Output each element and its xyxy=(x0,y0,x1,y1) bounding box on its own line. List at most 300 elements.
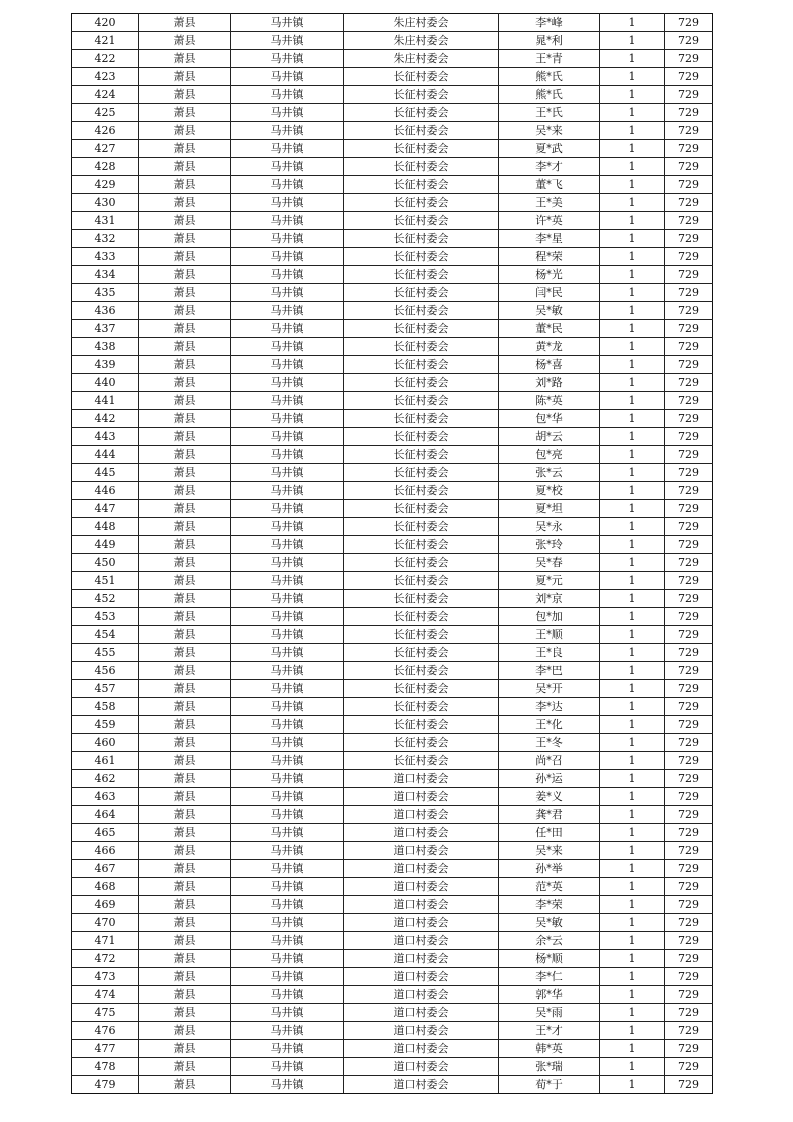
town-cell: 马井镇 xyxy=(231,806,344,824)
town-cell: 马井镇 xyxy=(231,122,344,140)
row-number-cell: 431 xyxy=(72,212,139,230)
town-cell: 马井镇 xyxy=(231,302,344,320)
town-cell: 马井镇 xyxy=(231,590,344,608)
count-cell: 1 xyxy=(600,464,665,482)
town-cell: 马井镇 xyxy=(231,446,344,464)
county-cell: 萧县 xyxy=(139,194,231,212)
village-committee-cell: 道口村委会 xyxy=(344,824,499,842)
village-committee-cell: 长征村委会 xyxy=(344,590,499,608)
village-committee-cell: 道口村委会 xyxy=(344,860,499,878)
name-cell: 刘*路 xyxy=(499,374,600,392)
name-cell: 包*亮 xyxy=(499,446,600,464)
county-cell: 萧县 xyxy=(139,86,231,104)
town-cell: 马井镇 xyxy=(231,500,344,518)
row-number-cell: 437 xyxy=(72,320,139,338)
row-number-cell: 476 xyxy=(72,1022,139,1040)
amount-cell: 729 xyxy=(665,824,713,842)
count-cell: 1 xyxy=(600,410,665,428)
village-committee-cell: 长征村委会 xyxy=(344,464,499,482)
village-committee-cell: 长征村委会 xyxy=(344,338,499,356)
village-committee-cell: 长征村委会 xyxy=(344,356,499,374)
row-number-cell: 439 xyxy=(72,356,139,374)
row-number-cell: 433 xyxy=(72,248,139,266)
count-cell: 1 xyxy=(600,1058,665,1076)
name-cell: 王*美 xyxy=(499,194,600,212)
count-cell: 1 xyxy=(600,122,665,140)
row-number-cell: 440 xyxy=(72,374,139,392)
amount-cell: 729 xyxy=(665,122,713,140)
table-row xyxy=(72,248,713,266)
table-row xyxy=(72,662,713,680)
county-cell: 萧县 xyxy=(139,518,231,536)
amount-cell: 729 xyxy=(665,500,713,518)
village-committee-cell: 长征村委会 xyxy=(344,248,499,266)
count-cell: 1 xyxy=(600,806,665,824)
name-cell: 晁*利 xyxy=(499,32,600,50)
town-cell: 马井镇 xyxy=(231,482,344,500)
count-cell: 1 xyxy=(600,626,665,644)
table-row xyxy=(72,428,713,446)
count-cell: 1 xyxy=(600,932,665,950)
village-committee-cell: 朱庄村委会 xyxy=(344,32,499,50)
table-row xyxy=(72,698,713,716)
amount-cell: 729 xyxy=(665,680,713,698)
town-cell: 马井镇 xyxy=(231,1004,344,1022)
count-cell: 1 xyxy=(600,968,665,986)
amount-cell: 729 xyxy=(665,212,713,230)
amount-cell: 729 xyxy=(665,986,713,1004)
table-row xyxy=(72,554,713,572)
row-number-cell: 472 xyxy=(72,950,139,968)
name-cell: 王*青 xyxy=(499,50,600,68)
county-cell: 萧县 xyxy=(139,338,231,356)
town-cell: 马井镇 xyxy=(231,68,344,86)
row-number-cell: 448 xyxy=(72,518,139,536)
table-row xyxy=(72,410,713,428)
table-row xyxy=(72,356,713,374)
table-row xyxy=(72,626,713,644)
town-cell: 马井镇 xyxy=(231,878,344,896)
village-committee-cell: 长征村委会 xyxy=(344,518,499,536)
town-cell: 马井镇 xyxy=(231,50,344,68)
amount-cell: 729 xyxy=(665,698,713,716)
name-cell: 吴*春 xyxy=(499,554,600,572)
town-cell: 马井镇 xyxy=(231,842,344,860)
county-cell: 萧县 xyxy=(139,842,231,860)
village-committee-cell: 道口村委会 xyxy=(344,788,499,806)
name-cell: 吴*雨 xyxy=(499,1004,600,1022)
table-row xyxy=(72,572,713,590)
table-row xyxy=(72,32,713,50)
name-cell: 姜*义 xyxy=(499,788,600,806)
village-committee-cell: 长征村委会 xyxy=(344,374,499,392)
village-committee-cell: 长征村委会 xyxy=(344,572,499,590)
count-cell: 1 xyxy=(600,266,665,284)
count-cell: 1 xyxy=(600,230,665,248)
county-cell: 萧县 xyxy=(139,554,231,572)
village-committee-cell: 道口村委会 xyxy=(344,950,499,968)
table-row xyxy=(72,770,713,788)
amount-cell: 729 xyxy=(665,518,713,536)
village-committee-cell: 长征村委会 xyxy=(344,140,499,158)
county-cell: 萧县 xyxy=(139,806,231,824)
town-cell: 马井镇 xyxy=(231,230,344,248)
count-cell: 1 xyxy=(600,860,665,878)
row-number-cell: 435 xyxy=(72,284,139,302)
count-cell: 1 xyxy=(600,644,665,662)
table-row xyxy=(72,266,713,284)
count-cell: 1 xyxy=(600,158,665,176)
amount-cell: 729 xyxy=(665,140,713,158)
town-cell: 马井镇 xyxy=(231,932,344,950)
count-cell: 1 xyxy=(600,140,665,158)
amount-cell: 729 xyxy=(665,482,713,500)
village-committee-cell: 长征村委会 xyxy=(344,68,499,86)
county-cell: 萧县 xyxy=(139,14,231,32)
row-number-cell: 459 xyxy=(72,716,139,734)
town-cell: 马井镇 xyxy=(231,662,344,680)
count-cell: 1 xyxy=(600,14,665,32)
village-committee-cell: 朱庄村委会 xyxy=(344,50,499,68)
county-cell: 萧县 xyxy=(139,788,231,806)
county-cell: 萧县 xyxy=(139,212,231,230)
county-cell: 萧县 xyxy=(139,374,231,392)
row-number-cell: 473 xyxy=(72,968,139,986)
count-cell: 1 xyxy=(600,1022,665,1040)
village-committee-cell: 道口村委会 xyxy=(344,986,499,1004)
amount-cell: 729 xyxy=(665,374,713,392)
row-number-cell: 464 xyxy=(72,806,139,824)
table-row xyxy=(72,176,713,194)
name-cell: 程*荣 xyxy=(499,248,600,266)
name-cell: 尚*召 xyxy=(499,752,600,770)
amount-cell: 729 xyxy=(665,50,713,68)
amount-cell: 729 xyxy=(665,572,713,590)
table-row xyxy=(72,482,713,500)
name-cell: 包*华 xyxy=(499,410,600,428)
name-cell: 王*化 xyxy=(499,716,600,734)
name-cell: 董*民 xyxy=(499,320,600,338)
name-cell: 张*玲 xyxy=(499,536,600,554)
town-cell: 马井镇 xyxy=(231,86,344,104)
county-cell: 萧县 xyxy=(139,878,231,896)
county-cell: 萧县 xyxy=(139,734,231,752)
row-number-cell: 450 xyxy=(72,554,139,572)
village-committee-cell: 长征村委会 xyxy=(344,266,499,284)
town-cell: 马井镇 xyxy=(231,572,344,590)
village-committee-cell: 道口村委会 xyxy=(344,842,499,860)
village-committee-cell: 长征村委会 xyxy=(344,320,499,338)
count-cell: 1 xyxy=(600,536,665,554)
row-number-cell: 478 xyxy=(72,1058,139,1076)
town-cell: 马井镇 xyxy=(231,698,344,716)
table-row xyxy=(72,1004,713,1022)
name-cell: 李*星 xyxy=(499,230,600,248)
count-cell: 1 xyxy=(600,320,665,338)
town-cell: 马井镇 xyxy=(231,608,344,626)
name-cell: 许*英 xyxy=(499,212,600,230)
amount-cell: 729 xyxy=(665,878,713,896)
amount-cell: 729 xyxy=(665,590,713,608)
town-cell: 马井镇 xyxy=(231,896,344,914)
count-cell: 1 xyxy=(600,1076,665,1094)
name-cell: 韩*英 xyxy=(499,1040,600,1058)
village-committee-cell: 长征村委会 xyxy=(344,536,499,554)
row-number-cell: 463 xyxy=(72,788,139,806)
amount-cell: 729 xyxy=(665,86,713,104)
name-cell: 王*顺 xyxy=(499,626,600,644)
table-row xyxy=(72,140,713,158)
row-number-cell: 466 xyxy=(72,842,139,860)
county-cell: 萧县 xyxy=(139,824,231,842)
count-cell: 1 xyxy=(600,482,665,500)
amount-cell: 729 xyxy=(665,284,713,302)
village-committee-cell: 长征村委会 xyxy=(344,284,499,302)
village-committee-cell: 长征村委会 xyxy=(344,194,499,212)
table-row xyxy=(72,122,713,140)
county-cell: 萧县 xyxy=(139,302,231,320)
table-row xyxy=(72,518,713,536)
count-cell: 1 xyxy=(600,284,665,302)
count-cell: 1 xyxy=(600,824,665,842)
row-number-cell: 422 xyxy=(72,50,139,68)
name-cell: 郭*华 xyxy=(499,986,600,1004)
row-number-cell: 425 xyxy=(72,104,139,122)
amount-cell: 729 xyxy=(665,1040,713,1058)
county-cell: 萧县 xyxy=(139,698,231,716)
row-number-cell: 475 xyxy=(72,1004,139,1022)
row-number-cell: 451 xyxy=(72,572,139,590)
count-cell: 1 xyxy=(600,914,665,932)
table-row xyxy=(72,914,713,932)
county-cell: 萧县 xyxy=(139,122,231,140)
village-committee-cell: 长征村委会 xyxy=(344,230,499,248)
town-cell: 马井镇 xyxy=(231,248,344,266)
roster-body xyxy=(72,14,713,1094)
count-cell: 1 xyxy=(600,770,665,788)
amount-cell: 729 xyxy=(665,158,713,176)
row-number-cell: 465 xyxy=(72,824,139,842)
amount-cell: 729 xyxy=(665,428,713,446)
village-committee-cell: 道口村委会 xyxy=(344,1076,499,1094)
county-cell: 萧县 xyxy=(139,1058,231,1076)
county-cell: 萧县 xyxy=(139,572,231,590)
name-cell: 黄*龙 xyxy=(499,338,600,356)
name-cell: 李*峰 xyxy=(499,14,600,32)
row-number-cell: 468 xyxy=(72,878,139,896)
town-cell: 马井镇 xyxy=(231,14,344,32)
town-cell: 马井镇 xyxy=(231,536,344,554)
amount-cell: 729 xyxy=(665,104,713,122)
row-number-cell: 452 xyxy=(72,590,139,608)
county-cell: 萧县 xyxy=(139,176,231,194)
row-number-cell: 432 xyxy=(72,230,139,248)
row-number-cell: 428 xyxy=(72,158,139,176)
roster-table xyxy=(71,13,713,1094)
count-cell: 1 xyxy=(600,950,665,968)
row-number-cell: 436 xyxy=(72,302,139,320)
town-cell: 马井镇 xyxy=(231,338,344,356)
village-committee-cell: 长征村委会 xyxy=(344,86,499,104)
table-row xyxy=(72,446,713,464)
village-committee-cell: 长征村委会 xyxy=(344,158,499,176)
row-number-cell: 427 xyxy=(72,140,139,158)
amount-cell: 729 xyxy=(665,302,713,320)
row-number-cell: 444 xyxy=(72,446,139,464)
village-committee-cell: 道口村委会 xyxy=(344,968,499,986)
county-cell: 萧县 xyxy=(139,986,231,1004)
amount-cell: 729 xyxy=(665,734,713,752)
row-number-cell: 423 xyxy=(72,68,139,86)
amount-cell: 729 xyxy=(665,860,713,878)
amount-cell: 729 xyxy=(665,626,713,644)
town-cell: 马井镇 xyxy=(231,986,344,1004)
name-cell: 夏*武 xyxy=(499,140,600,158)
table-row xyxy=(72,536,713,554)
county-cell: 萧县 xyxy=(139,770,231,788)
table-row xyxy=(72,86,713,104)
amount-cell: 729 xyxy=(665,338,713,356)
table-row xyxy=(72,212,713,230)
table-row xyxy=(72,500,713,518)
amount-cell: 729 xyxy=(665,608,713,626)
county-cell: 萧县 xyxy=(139,608,231,626)
town-cell: 马井镇 xyxy=(231,140,344,158)
village-committee-cell: 长征村委会 xyxy=(344,428,499,446)
count-cell: 1 xyxy=(600,1040,665,1058)
village-committee-cell: 道口村委会 xyxy=(344,914,499,932)
amount-cell: 729 xyxy=(665,1004,713,1022)
name-cell: 孙*举 xyxy=(499,860,600,878)
amount-cell: 729 xyxy=(665,176,713,194)
county-cell: 萧县 xyxy=(139,158,231,176)
name-cell: 龚*君 xyxy=(499,806,600,824)
name-cell: 李*达 xyxy=(499,698,600,716)
county-cell: 萧县 xyxy=(139,140,231,158)
village-committee-cell: 长征村委会 xyxy=(344,680,499,698)
count-cell: 1 xyxy=(600,518,665,536)
amount-cell: 729 xyxy=(665,896,713,914)
count-cell: 1 xyxy=(600,734,665,752)
amount-cell: 729 xyxy=(665,392,713,410)
town-cell: 马井镇 xyxy=(231,104,344,122)
table-row xyxy=(72,788,713,806)
table-row xyxy=(72,932,713,950)
table-row xyxy=(72,752,713,770)
county-cell: 萧县 xyxy=(139,860,231,878)
table-row xyxy=(72,680,713,698)
amount-cell: 729 xyxy=(665,842,713,860)
row-number-cell: 453 xyxy=(72,608,139,626)
village-committee-cell: 长征村委会 xyxy=(344,212,499,230)
row-number-cell: 429 xyxy=(72,176,139,194)
town-cell: 马井镇 xyxy=(231,428,344,446)
village-committee-cell: 道口村委会 xyxy=(344,1004,499,1022)
table-row xyxy=(72,392,713,410)
town-cell: 马井镇 xyxy=(231,1076,344,1094)
town-cell: 马井镇 xyxy=(231,770,344,788)
count-cell: 1 xyxy=(600,608,665,626)
count-cell: 1 xyxy=(600,248,665,266)
count-cell: 1 xyxy=(600,194,665,212)
county-cell: 萧县 xyxy=(139,1022,231,1040)
count-cell: 1 xyxy=(600,752,665,770)
count-cell: 1 xyxy=(600,392,665,410)
row-number-cell: 446 xyxy=(72,482,139,500)
town-cell: 马井镇 xyxy=(231,1022,344,1040)
village-committee-cell: 长征村委会 xyxy=(344,698,499,716)
row-number-cell: 474 xyxy=(72,986,139,1004)
county-cell: 萧县 xyxy=(139,896,231,914)
county-cell: 萧县 xyxy=(139,662,231,680)
table-row xyxy=(72,338,713,356)
county-cell: 萧县 xyxy=(139,230,231,248)
town-cell: 马井镇 xyxy=(231,284,344,302)
table-row xyxy=(72,68,713,86)
town-cell: 马井镇 xyxy=(231,1040,344,1058)
county-cell: 萧县 xyxy=(139,626,231,644)
village-committee-cell: 长征村委会 xyxy=(344,752,499,770)
name-cell: 王*才 xyxy=(499,1022,600,1040)
town-cell: 马井镇 xyxy=(231,356,344,374)
table-row xyxy=(72,194,713,212)
town-cell: 马井镇 xyxy=(231,518,344,536)
village-committee-cell: 道口村委会 xyxy=(344,878,499,896)
village-committee-cell: 长征村委会 xyxy=(344,302,499,320)
row-number-cell: 462 xyxy=(72,770,139,788)
amount-cell: 729 xyxy=(665,536,713,554)
town-cell: 马井镇 xyxy=(231,176,344,194)
count-cell: 1 xyxy=(600,680,665,698)
row-number-cell: 469 xyxy=(72,896,139,914)
row-number-cell: 438 xyxy=(72,338,139,356)
name-cell: 任*田 xyxy=(499,824,600,842)
county-cell: 萧县 xyxy=(139,248,231,266)
amount-cell: 729 xyxy=(665,1076,713,1094)
town-cell: 马井镇 xyxy=(231,914,344,932)
count-cell: 1 xyxy=(600,176,665,194)
amount-cell: 729 xyxy=(665,788,713,806)
amount-cell: 729 xyxy=(665,950,713,968)
table-row xyxy=(72,302,713,320)
county-cell: 萧县 xyxy=(139,446,231,464)
name-cell: 李*巴 xyxy=(499,662,600,680)
village-committee-cell: 道口村委会 xyxy=(344,806,499,824)
town-cell: 马井镇 xyxy=(231,680,344,698)
amount-cell: 729 xyxy=(665,644,713,662)
table-row xyxy=(72,950,713,968)
village-committee-cell: 长征村委会 xyxy=(344,608,499,626)
name-cell: 张*云 xyxy=(499,464,600,482)
amount-cell: 729 xyxy=(665,230,713,248)
county-cell: 萧县 xyxy=(139,32,231,50)
county-cell: 萧县 xyxy=(139,536,231,554)
count-cell: 1 xyxy=(600,500,665,518)
village-committee-cell: 长征村委会 xyxy=(344,122,499,140)
county-cell: 萧县 xyxy=(139,968,231,986)
name-cell: 杨*光 xyxy=(499,266,600,284)
name-cell: 夏*坦 xyxy=(499,500,600,518)
row-number-cell: 449 xyxy=(72,536,139,554)
row-number-cell: 443 xyxy=(72,428,139,446)
table-row xyxy=(72,608,713,626)
town-cell: 马井镇 xyxy=(231,32,344,50)
amount-cell: 729 xyxy=(665,248,713,266)
village-committee-cell: 长征村委会 xyxy=(344,734,499,752)
count-cell: 1 xyxy=(600,878,665,896)
town-cell: 马井镇 xyxy=(231,950,344,968)
count-cell: 1 xyxy=(600,50,665,68)
